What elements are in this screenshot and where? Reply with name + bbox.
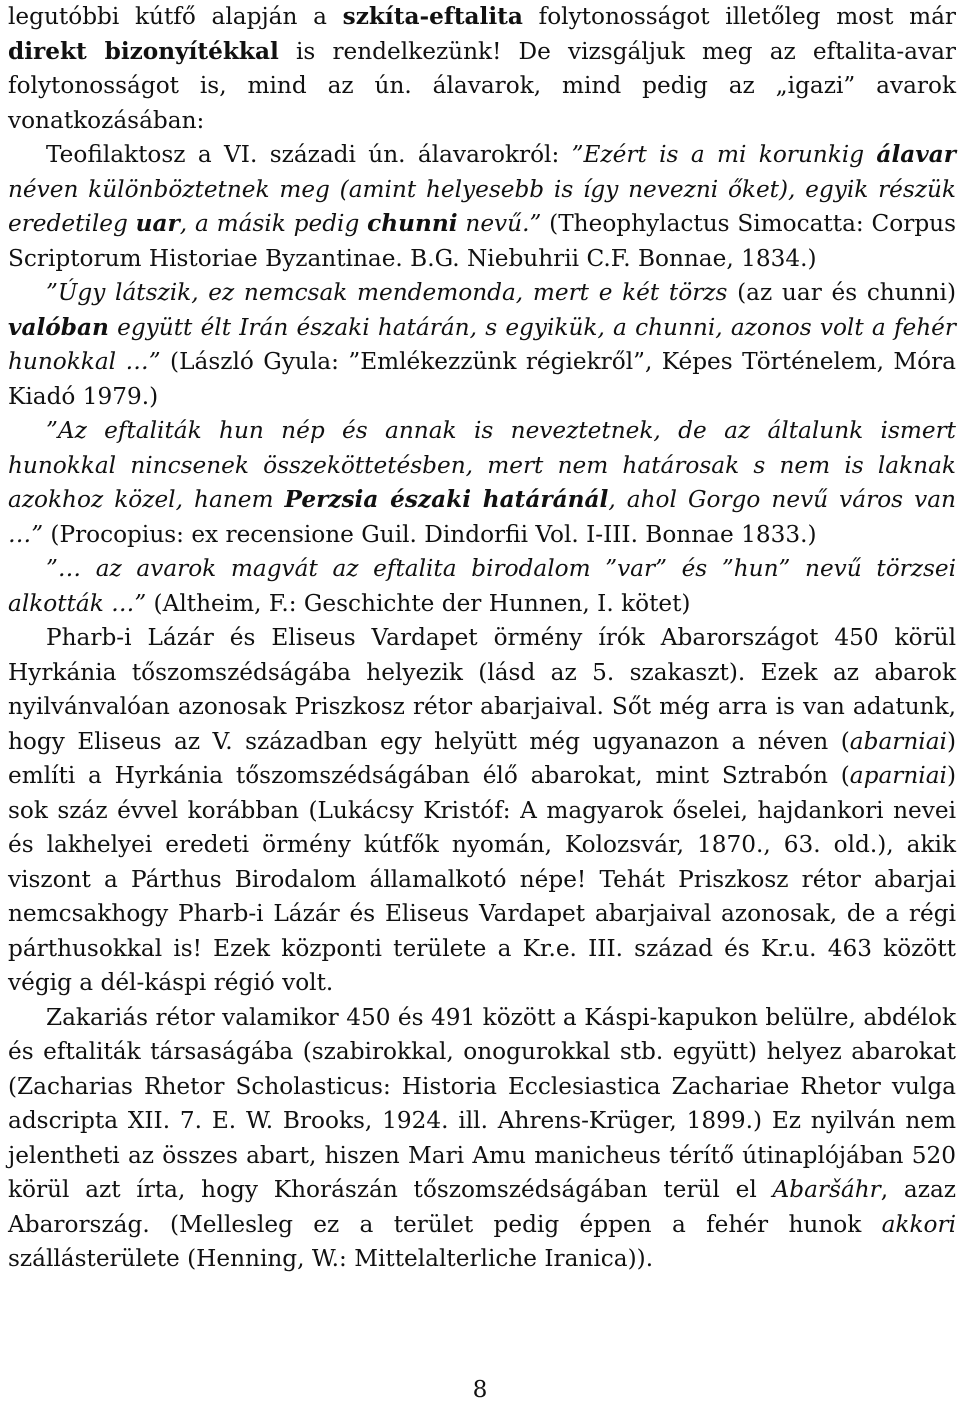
text-run: chunni <box>367 210 458 237</box>
text-run: (az uar és chunni) <box>727 279 956 306</box>
text-run: ”… az avarok magvát az eftalita birodalom ”var” és ”hun” nevű törzsei alkották …” <box>8 555 956 617</box>
text-run: szkíta-eftalita <box>342 3 523 30</box>
text-run: , ahol Gorgo nevű város van …” <box>8 486 956 548</box>
text-run: (László Gyula: ”Emlékezzünk régiekről”, Képes Történelem, Móra Kiadó 1979.) <box>8 348 957 410</box>
text-run: néven különböztetnek meg (amint helyesebb is így nevezni őket), egyik részük eredetileg <box>8 175 956 237</box>
paragraph-2 <box>8 138 956 276</box>
page-number: 8 <box>472 1376 488 1403</box>
text-run: Perzsia északi határánál <box>284 486 609 513</box>
text-run: Pharb-i Lázár és Eliseus Vardapet örmény írók Abarországot 450 körül Hyrkánia tőszomszédságába helyezik (lásd az 5. szakaszt). Ezek az abarok nyilvánvalóan azonosak Priszkosz rétor abarjaival. Sőt még arra is van adatunk, hogy Eliseus az V. században egy helyütt még ugyanazon a néven ( <box>8 624 956 755</box>
paragraph-5 <box>8 552 956 621</box>
text-run: ”Ezért is a mi korunkig <box>571 141 877 168</box>
text-run: ) sok száz évvel korábban (Lukácsy Kristóf: A magyarok őselei, hajdankori nevei és lakhelyei eredeti örmény kútfők nyomán, Kolozsvár, 1870., 63. old.), akik viszont a Párthus Birodalom államalkotó népe! Tehát Priszkosz rétor abarjai nemcsakhogy Pharb-i Lázár és Eliseus Vardapet abarjaival azonosak, de a régi párthusokkal is! Ezek központi területe a Kr.e. III. század és Kr.u. 463 között végig a dél-káspi régió volt. <box>8 762 956 996</box>
text-run: uar <box>135 210 180 237</box>
text-run: ”Úgy látszik, ez nemcsak mendemonda, mert e két törzs <box>46 279 728 306</box>
document-body <box>8 0 956 1277</box>
text-run: (Theophylactus Simocatta: Corpus Scriptorum Historiae Byzantinae. B.G. Niebuhrii C.F. Bonnae, 1834.) <box>8 210 957 272</box>
text-run: együtt élt Irán északi határán, s egyikük, a chunni, azonos volt a fehér hunokkal …” <box>8 313 956 375</box>
paragraph-6 <box>8 621 956 1001</box>
text-run: nevű.” <box>457 210 542 237</box>
text-run: direkt bizonyítékkal <box>8 37 279 65</box>
text-run: ”Az eftaliták hun nép és annak is neveztetnek, de az általunk ismert hunokkal nincsenek összeköttetésben, mert nem határosak s nem is laknak azokhoz közel, hanem <box>8 417 956 513</box>
text-run: Zakariás rétor valamikor 450 és 491 között a Káspi-kapukon belülre, abdélok és eftaliták társaságába (szabirokkal, onogurokkal stb. együtt) helyez abarokat (Zacharias Rhetor Scholasticus: Historia Ecclesiastica Zachariae Rhetor vulga adscripta XII. 7. E. W. Brooks, 1924. ill. Ahrens-Krüger, 1899.) Ez nyilván nem jelentheti az összes abart, hiszen Mari Amu manicheus térítő útinaplójában 520 körül azt írta, hogy Khorászán tőszomszédságában terül el <box>8 1003 956 1203</box>
text-run: folytonosságot illetőleg most már <box>522 3 956 30</box>
text-run: (Procopius: ex recensione Guil. Dindorfii Vol. I-III. Bonnae 1833.) <box>43 520 817 548</box>
text-run: aparniai <box>849 762 947 789</box>
text-run: legutóbbi kútfő alapján a <box>8 3 343 30</box>
text-run: szállásterülete (Henning, W.: Mittelalterliche Iranica)). <box>8 1245 654 1272</box>
paragraph-1 <box>8 0 956 138</box>
text-run: valóban <box>8 313 109 341</box>
paragraph-7 <box>8 1001 956 1277</box>
text-run: abarniai <box>849 727 947 755</box>
text-run: , azaz Abarország. (Mellesleg ez a terület pedig éppen a fehér hunok <box>8 1176 956 1238</box>
text-run: (Altheim, F.: Geschichte der Hunnen, I. kötet) <box>146 589 691 617</box>
text-run: , a másik pedig <box>179 210 368 237</box>
text-run: ) említi a Hyrkánia tőszomszédságában élő abarokat, mint Sztrabón ( <box>8 727 956 789</box>
paragraph-4 <box>8 414 956 552</box>
text-run: Teofilaktosz a VI. századi ún. álavarokról: <box>46 141 572 168</box>
paragraph-3 <box>8 276 956 414</box>
text-run: Abaršáhr <box>772 1176 881 1203</box>
text-run: akkori <box>881 1210 956 1238</box>
text-run: is rendelkezünk! De vizsgáljuk meg az eftalita-avar folytonosságot is, mind az ún. álavarok, mind pedig az „igazi” avarok vonatkozásában: <box>8 37 956 134</box>
text-run: álavar <box>876 141 956 168</box>
